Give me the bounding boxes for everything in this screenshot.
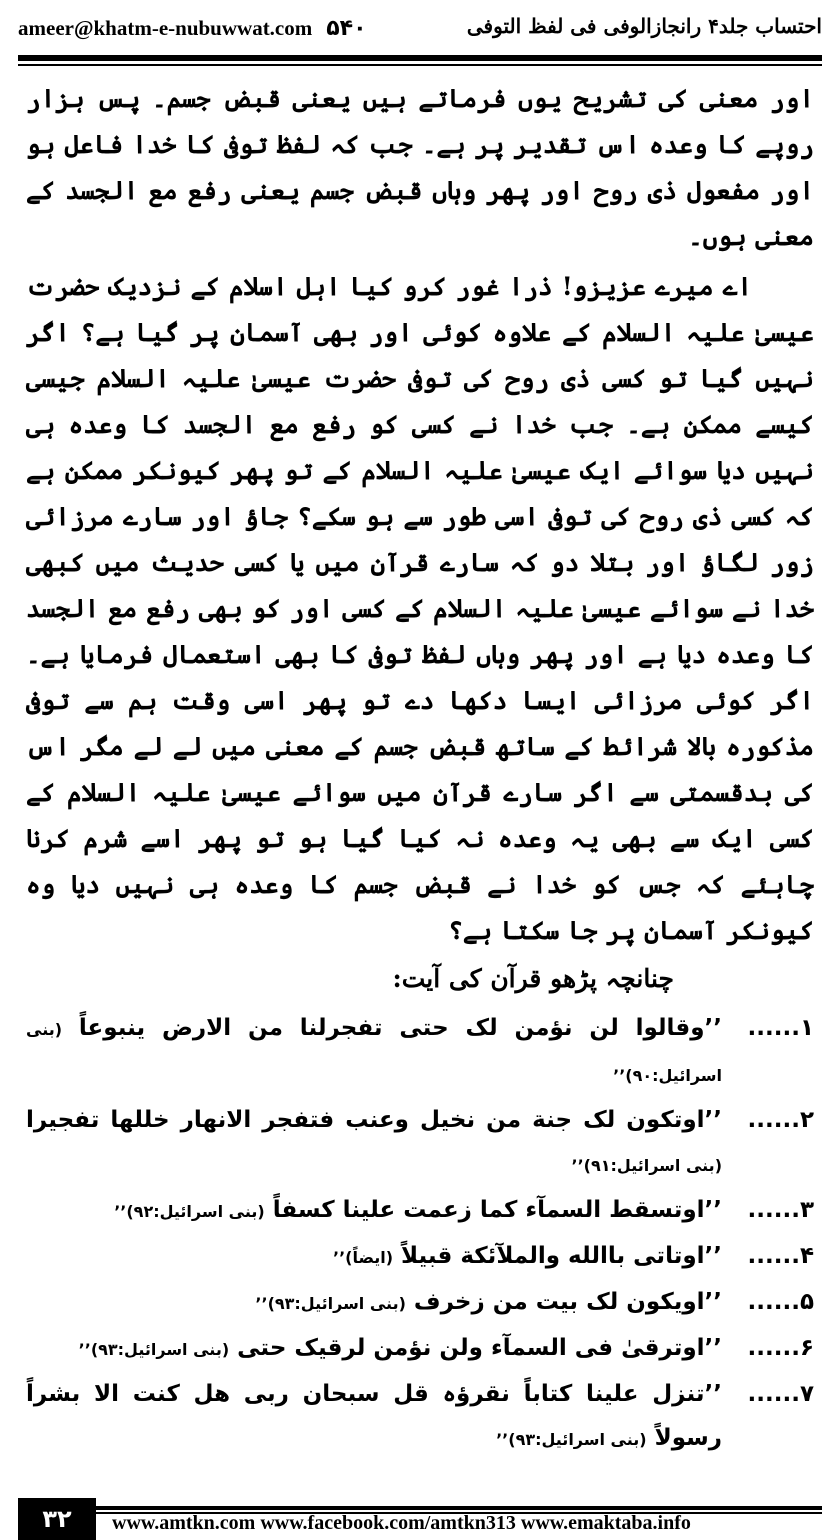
paragraph-1: اور معنی کی تشریح یوں فرماتے ہیں یعنی قبض جسم۔ پس ہزار روپے کا وعدہ اس تقدیر پر ہے۔ جب کہ لفظ توفی کا خدا فاعل ہو اور مفعول ذی روح اور پھر وہاں قبض جسم یعنی رفع مع الجسد کے معنی ہوں۔: [26, 84, 814, 251]
header-rule-thick: [18, 55, 822, 61]
verse-reference: (بنی اسرائیل:۹۳)’’: [78, 1340, 230, 1359]
verse-2: [26, 1098, 814, 1188]
verse-reference: (بنی اسرائیل:۹۰)’’: [26, 1020, 722, 1085]
verse-6: [26, 1326, 814, 1372]
footer-rule-thick: [18, 1506, 822, 1510]
verse-1: [26, 1006, 814, 1098]
verse-number: ۳......: [747, 1197, 814, 1223]
verse-text: ’’اوتسقط السمآء کما زعمت علینا کسفاً: [272, 1197, 722, 1223]
paragraph-2: اے میرے عزیزو! ذرا غور کرو کیا اہل اسلام کے نزدیک حضرت عیسیٰ علیہ السلام کے علاوہ کوئی اور بھی آسمان پر گیا ہے؟ اگر نہیں گیا تو کسی ذی روح کی توفی حضرت عیسیٰ علیہ السلام جیسی کیسے ممکن ہے۔ جب خدا نے کسی کو رفع مع الجسد کا وعدہ ہی نہیں دیا سوائے ایک عیسیٰ علیہ السلام کے تو پھر کیونکر ممکن ہے کہ کسی ذی روح کی توفی اسی طور سے ہو سکے؟ جاؤ اور سارے مرزائی زور لگاؤ اور بتلا دو کہ سارے قرآن میں یا کسی حدیث میں کبھی خدا نے سوائے عیسیٰ علیہ السلام کے کسی اور کو بھی رفع مع الجسد کا وعدہ دیا ہے اور پھر وہاں لفظ توفی کا بھی استعمال فرمایا ہے۔ اگر کوئی مرزائی ایسا دکھا دے تو پھر اسی وقت ہم سے توفی مذکورہ بالا شرائط کے ساتھ قبض جسم کے معنی میں لے لے مگر اس کی بدقسمتی سے اگر سارے قرآن میں سوائے عیسیٰ علیہ السلام کے کسی ایک سے بھی یہ وعدہ نہ کیا گیا ہو تو پھر اسے شرم کرنا چاہئے کہ جس کو خدا نے قبض جسم کا وعدہ ہی نہیں دیا وہ کیونکر آسمان پر جا سکتا ہے؟: [26, 272, 814, 945]
verse-7: [26, 1372, 814, 1462]
verse-number: ۵......: [747, 1289, 814, 1315]
verse-3: [26, 1188, 814, 1234]
footer-urls: www.amtkn.com www.facebook.com/amtkn313 www.emaktaba.info: [112, 1512, 691, 1534]
verse-reference: (بنی اسرائیل:۹۳)’’: [255, 1294, 406, 1313]
footer-page-box: ۳۲: [18, 1498, 96, 1540]
verse-number: ۷......: [747, 1381, 814, 1407]
header-book-title: احتساب جلد۴ رانجازالوفی فی لفظ التوفی: [466, 14, 822, 38]
header-email: ameer@khatm-e-nubuwwat.com: [18, 16, 313, 40]
verse-text: ’’اویکون لک بیت من زخرف: [413, 1289, 722, 1315]
verse-reference: (بنی اسرائیل:۹۲)’’: [114, 1202, 265, 1221]
verse-text: ’’اوتکون لک جنة من نخیل وعنب فتفجر الانھار خللھا تفجیرا: [26, 1107, 722, 1133]
verse-number: ۲......: [747, 1107, 814, 1133]
header-page-number: ۵۴۰: [326, 16, 367, 41]
verses-lead-in: چنانچہ پڑھو قرآن کی آیت:: [392, 964, 674, 993]
verse-number: ۴......: [747, 1243, 814, 1269]
verse-4: [26, 1234, 814, 1280]
header-left: [18, 16, 367, 41]
header-rule-thin: [18, 64, 822, 66]
verse-reference: (بنی اسرائیل:۹۱)’’: [571, 1156, 722, 1175]
verse-reference: (ایضاً)’’: [332, 1248, 394, 1267]
verse-number: ۶......: [747, 1335, 814, 1361]
verse-text: ’’اوتاتی باالله والملآئکة قبیلاً: [401, 1243, 722, 1269]
verse-reference: (بنی اسرائیل:۹۳)’’: [496, 1430, 647, 1449]
verse-5: [26, 1280, 814, 1326]
verse-number: ۱......: [747, 1015, 814, 1041]
page-body: [26, 76, 814, 1462]
verse-text: ’’تنزل علینا کتاباً نقرؤہ قل سبحان ربی ھل کنت الا بشراً رسولاً: [26, 1381, 722, 1451]
verse-text: ’’وقالوا لن نؤمن لک حتی تفجرلنا من الارض ینبوعاً: [78, 1015, 723, 1041]
verse-text: ’’اوترقیٰ فی السمآء ولن نؤمن لرقیک حتی: [237, 1335, 722, 1361]
page-header: [18, 10, 822, 54]
